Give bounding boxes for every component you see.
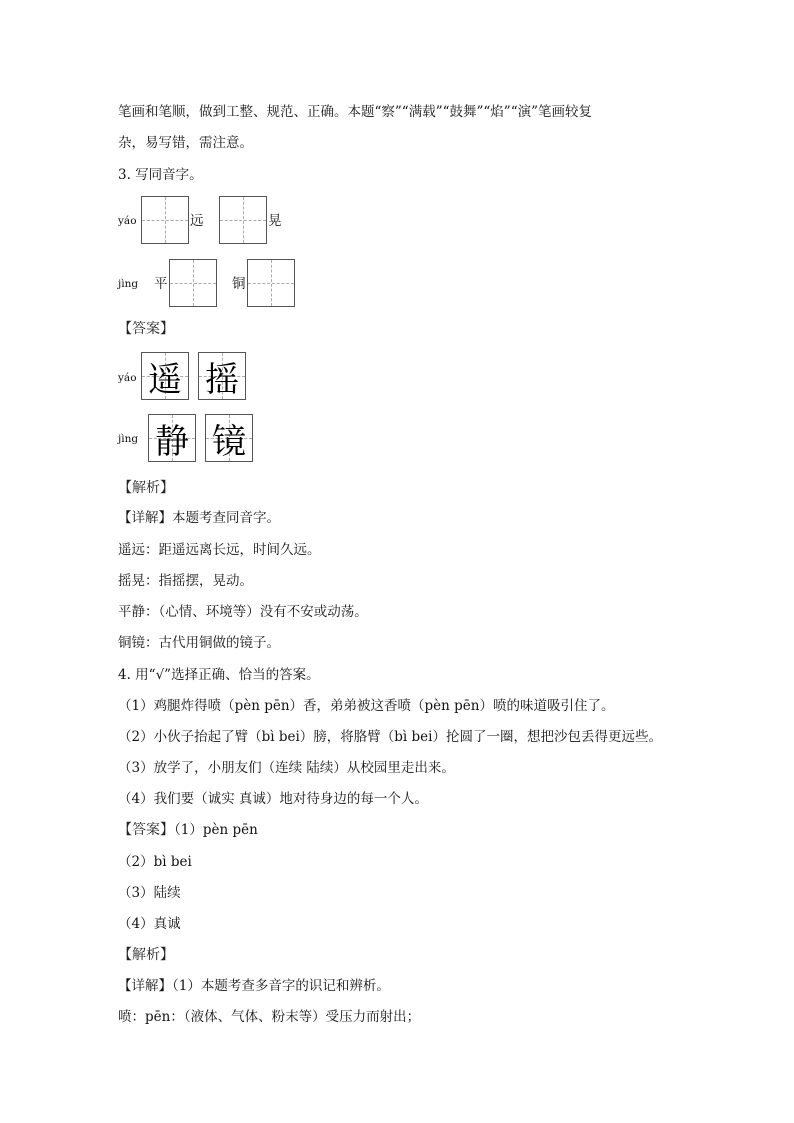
- q3-answer-row1-box1: [141, 352, 189, 400]
- q4-analysis-label: 【解析】: [118, 947, 174, 963]
- q3-row1-box2[interactable]: [219, 196, 267, 244]
- q3-explain-1: 遥远：距遥远离长远，时间久远。: [118, 542, 321, 558]
- q3-answer-row2-box2: [205, 414, 253, 462]
- q3-row1-after2: 晃: [268, 213, 282, 229]
- q4-analysis-detail: 【详解】（1）本题考查多音字的识记和辨析。: [118, 978, 390, 994]
- q3-explain-3: 平静：（心情、环境等）没有不安或动荡。: [118, 604, 368, 620]
- q4-explain-1: 喷：pēn：（液体、气体、粉末等）受压力而射出；: [118, 1009, 421, 1025]
- intro-line-2: 杂，易写错，需注意。: [118, 135, 253, 151]
- q4-answer-1: （1）pèn pēn: [174, 822, 258, 838]
- q3-answer-char-2: 摇: [205, 359, 239, 400]
- q4-answer-2: （2）bì bei: [118, 854, 192, 870]
- q3-answer-row1-box2: [198, 352, 246, 400]
- q3-analysis-detail: 【详解】本题考查同音字。: [118, 510, 280, 526]
- q4-answer-line-1: [118, 821, 258, 839]
- q4-answer-3: （3）陆续: [118, 885, 181, 901]
- q4-sentence-1: （1）鸡腿炸得喷（pèn pēn）香，弟弟被这香喷（pèn pēn）喷的味道吸引住了。: [118, 698, 615, 714]
- q3-answer-row2-box1: [148, 414, 196, 462]
- q4-answer-4: （4）真诚: [118, 916, 181, 932]
- q3-answer-char-1: 遥: [148, 359, 182, 400]
- q3-analysis-label: 【解析】: [118, 480, 174, 496]
- q3-answer-char-4: 镜: [212, 421, 246, 462]
- q4-sentence-3: （3）放学了，小朋友们（连续 陆续）从校园里走出来。: [118, 760, 455, 776]
- q3-row2-before1: 平: [154, 276, 168, 292]
- q3-answer-char-3: 静: [155, 421, 189, 462]
- q3-row1-box1[interactable]: [141, 196, 189, 244]
- q3-explain-4: 铜镜：古代用铜做的镜子。: [118, 635, 280, 651]
- q4-sentence-2: （2）小伙子抬起了臂（bì bei）膀，将胳臂（bì bei）抡圆了一圈，想把沙包丢得更远些。: [118, 729, 662, 745]
- q3-answer-row1-pinyin: yáo: [118, 372, 137, 384]
- q3-row1-pinyin: yáo: [118, 215, 137, 227]
- q3-row2-box2[interactable]: [247, 259, 295, 307]
- q3-row2-before2: 铜: [232, 276, 246, 292]
- q4-answer-label: 【答案】: [118, 822, 174, 838]
- q3-row2-box1[interactable]: [169, 259, 217, 307]
- q3-answer-row2-pinyin: jìng: [118, 433, 139, 445]
- intro-line-1: 笔画和笔顺，做到工整、规范、正确。本题“察”“满载”“鼓舞”“焰”“演”笔画较复: [118, 104, 593, 120]
- q3-explain-2: 摇晃：指摇摆，晃动。: [118, 573, 253, 589]
- q3-row1-after1: 远: [190, 213, 204, 229]
- q4-title: 4. 用“√”选择正确、恰当的答案。: [118, 667, 320, 683]
- q3-title: 3. 写同音字。: [118, 167, 203, 183]
- q3-answer-label: 【答案】: [118, 321, 174, 337]
- q3-row2-pinyin: jìng: [118, 278, 139, 290]
- q4-sentence-4: （4）我们要（诚实 真诚）地对待身边的每一个人。: [118, 791, 428, 807]
